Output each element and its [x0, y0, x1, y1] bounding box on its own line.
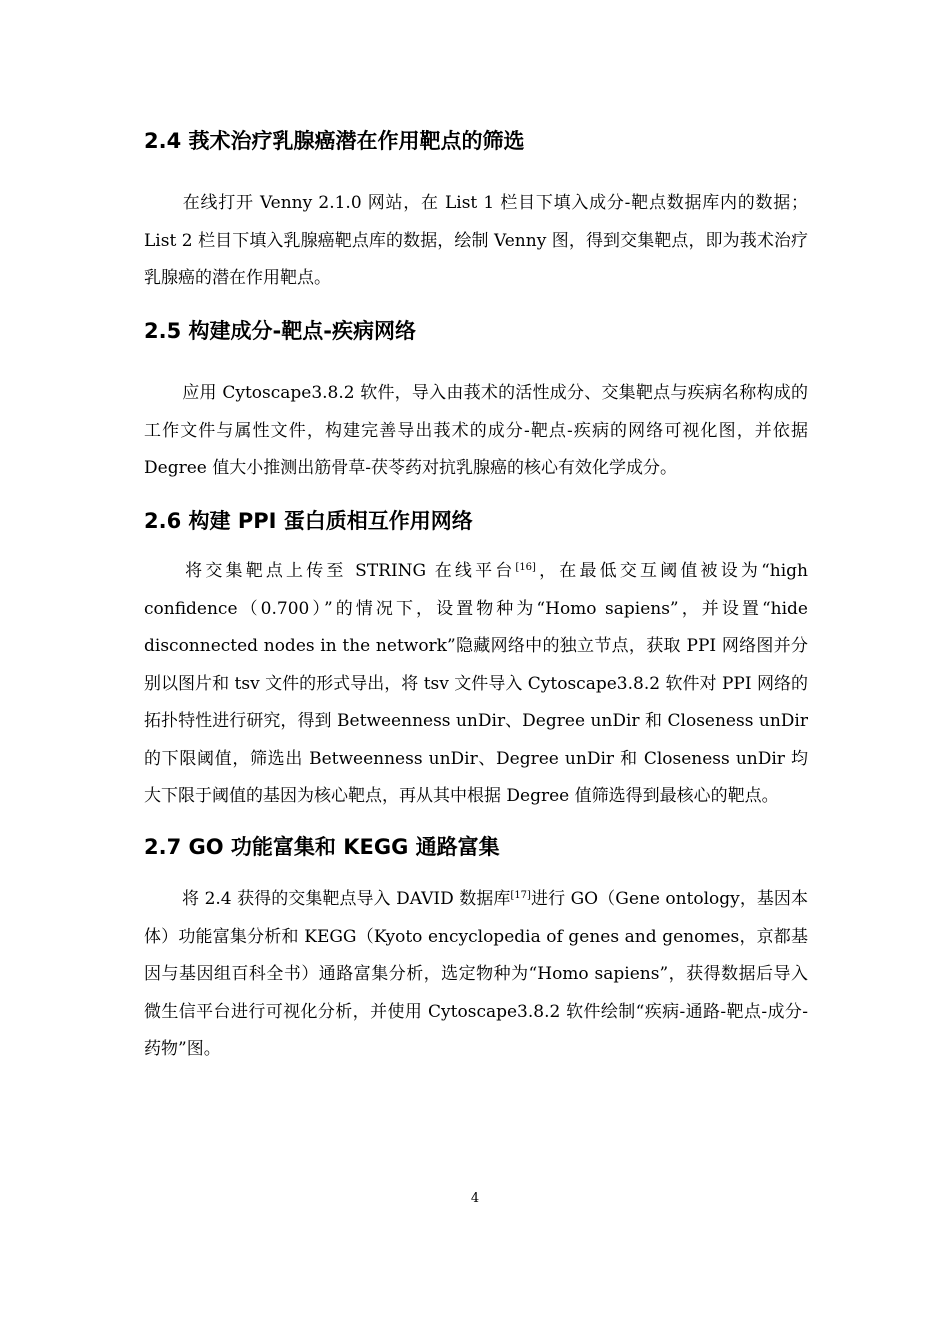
paragraph-text-start: 将 2.4 获得的交集靶点导入 DAVID 数据库	[182, 889, 511, 909]
paragraph-text-rest: ，在最低交互阈值被设为“high confidence（0.700）”的情况下，设置物种为“Homo sapiens”，并设置“hide disconnected nodes in the network”隐藏网络中的独立节点，获取 PPI 网络图并分别以图片和 tsv 文件的形式导出，将 tsv 文件导入 Cytoscape3.8.2 软件对 PPI 网络的拓扑特性进行研究，得到 Betweenness unDir、Degree unDir 和 Closeness unDir 的下限阈值，筛选出 Betweenness unDir、Degree unDir 和 Closeness unDir 均大下限于阈值的基因为核心靶点，再从其中根据 Degree 值筛选得到最核心的靶点。	[144, 561, 808, 806]
section-heading-2-4: 2.4 莪术治疗乳腺癌潜在作用靶点的筛选	[144, 129, 525, 153]
section-body-2-4	[144, 185, 808, 298]
paragraph-text: 应用 Cytoscape3.8.2 软件，导入由莪术的活性成分、交集靶点与疾病名称构成的工作文件与属性文件，构建完善导出莪术的成分-靶点-疾病的网络可视化图，并依据 Degree 值大小推测出筋骨草-茯苓药对抗乳腺癌的核心有效化学成分。	[144, 383, 808, 478]
paragraph-text: 在线打开 Venny 2.1.0 网站，在 List 1 栏目下填入成分-靶点数据库内的数据；List 2 栏目下填入乳腺癌靶点库的数据，绘制 Venny 图，得到交集靶点，即为莪术治疗乳腺癌的潜在作用靶点。	[144, 193, 808, 288]
section-body-2-6	[144, 553, 808, 816]
citation-ref-16: [16]	[515, 562, 536, 573]
paragraph-text-start: 将交集靶点上传至 STRING 在线平台	[182, 561, 516, 581]
citation-ref-17: [17]	[510, 890, 531, 901]
section-heading-2-5: 2.5 构建成分-靶点-疾病网络	[144, 319, 416, 343]
section-body-2-5	[144, 375, 808, 488]
section-body-2-7	[144, 881, 808, 1069]
paragraph-text-rest: 进行 GO（Gene ontology，基因本体）功能富集分析和 KEGG（Kyoto encyclopedia of genes and genomes，京都基因与基因组百科全书）通路富集分析，选定物种为“Homo sapiens”，获得数据后导入微生信平台进行可视化分析，并使用 Cytoscape3.8.2 软件绘制“疾病-通路-靶点-成分-药物”图。	[144, 889, 808, 1059]
section-heading-2-7: 2.7 GO 功能富集和 KEGG 通路富集	[144, 835, 500, 859]
section-heading-2-6: 2.6 构建 PPI 蛋白质相互作用网络	[144, 509, 473, 533]
page-number: 4	[470, 1191, 480, 1206]
